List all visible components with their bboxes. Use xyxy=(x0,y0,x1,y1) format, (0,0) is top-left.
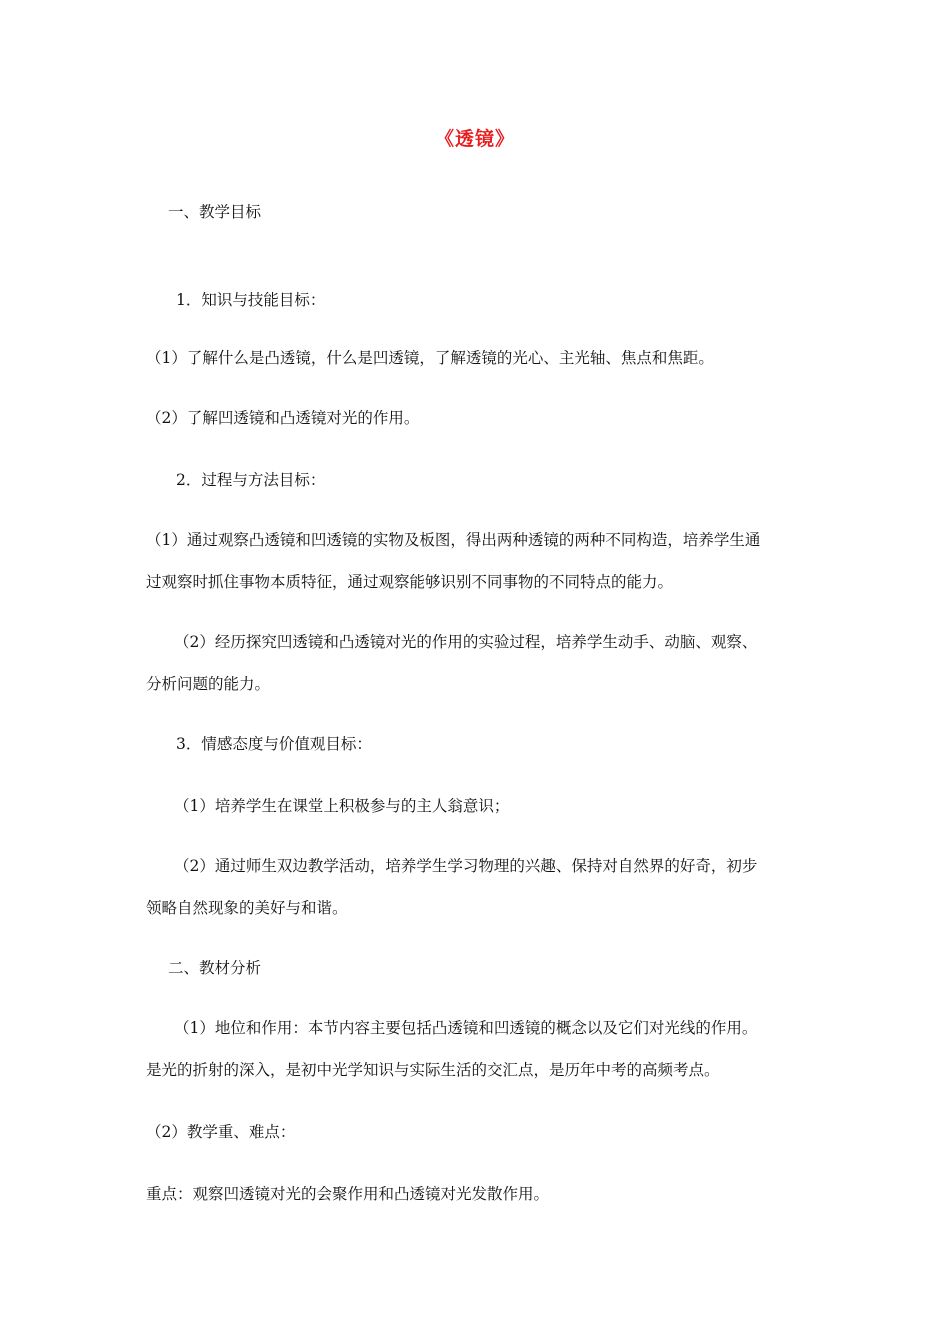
document-title: 《透镜》 xyxy=(434,128,515,150)
subheading-emotion-values: 3．情感态度与价值观目标： xyxy=(176,735,372,753)
section-heading-teaching-goals: 一、教学目标 xyxy=(168,203,262,221)
paragraph-line: 重点：观察凹透镜对光的会聚作用和凸透镜对光发散作用。 xyxy=(146,1185,550,1203)
paragraph-line: 过观察时抓住事物本质特征，通过观察能够识别不同事物的不同特点的能力。 xyxy=(146,573,674,591)
paragraph-line: （2）教学重、难点： xyxy=(146,1123,296,1141)
paragraph-line: （1）地位和作用：本节内容主要包括凸透镜和凹透镜的概念以及它们对光线的作用。 xyxy=(174,1019,758,1037)
paragraph-line: （2）经历探究凹透镜和凸透镜对光的作用的实验过程，培养学生动手、动脑、观察、 xyxy=(174,633,758,651)
paragraph-line: 是光的折射的深入，是初中光学知识与实际生活的交汇点，是历年中考的高频考点。 xyxy=(146,1061,720,1079)
subheading-knowledge-skills: 1．知识与技能目标： xyxy=(176,291,326,309)
subheading-process-method: 2．过程与方法目标： xyxy=(176,471,326,489)
paragraph-line: （2）通过师生双边教学活动，培养学生学习物理的兴趣、保持对自然界的好奇，初步 xyxy=(174,857,758,875)
paragraph-line: 分析问题的能力。 xyxy=(146,675,271,693)
paragraph-line: （1）了解什么是凸透镜，什么是凹透镜，了解透镜的光心、主光轴、焦点和焦距。 xyxy=(146,349,714,367)
paragraph-line: （1）通过观察凸透镜和凹透镜的实物及板图，得出两种透镜的两种不同构造，培养学生通 xyxy=(146,531,761,549)
section-heading-material-analysis: 二、教材分析 xyxy=(168,959,262,977)
paragraph-line: （2）了解凹透镜和凸透镜对光的作用。 xyxy=(146,409,420,427)
paragraph-line: 领略自然现象的美好与和谐。 xyxy=(146,899,348,917)
paragraph-line: （1）培养学生在课堂上积极参与的主人翁意识； xyxy=(174,797,510,815)
